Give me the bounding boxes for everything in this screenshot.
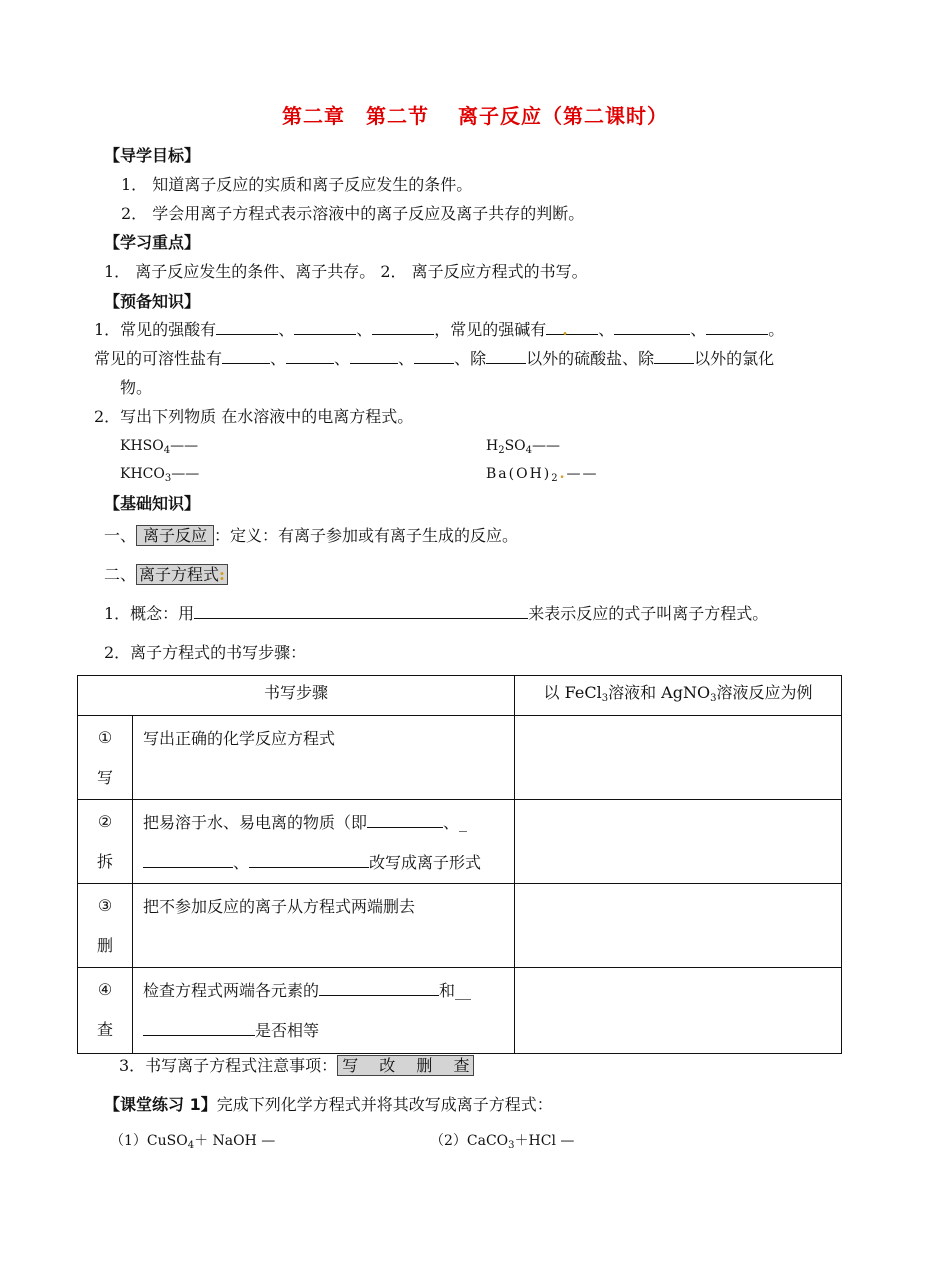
table-row	[78, 968, 842, 1054]
blank[interactable]	[546, 320, 598, 339]
example-cell[interactable]	[515, 800, 842, 884]
focus-heading: 【学习重点】	[104, 233, 201, 252]
text: KHCO	[120, 466, 165, 482]
term: 离子方程式	[139, 565, 220, 584]
text: （1）CuSO	[110, 1133, 188, 1149]
prep-q1-mid: ，常见的强碱有	[434, 320, 547, 339]
blank[interactable]	[350, 349, 398, 364]
sep: 、	[270, 349, 287, 368]
steps-intro: 2．离子方程式的书写步骤：	[104, 643, 307, 662]
sub: 3	[710, 693, 717, 704]
text: （2）CaCO	[430, 1133, 509, 1149]
header-steps: 书写步骤	[78, 676, 515, 716]
table-row	[78, 884, 842, 968]
step-desc	[133, 968, 515, 1054]
blank[interactable]	[143, 853, 233, 868]
text: 和__	[439, 981, 472, 1000]
blank[interactable]	[319, 981, 439, 996]
period: 。	[768, 320, 785, 339]
example-cell[interactable]	[515, 716, 842, 800]
line	[143, 1020, 504, 1042]
text: 检查方程式两端各元素的	[143, 981, 320, 1000]
text: KHSO	[120, 438, 164, 454]
sub: 4	[525, 445, 533, 456]
text: 写出正确的化学反应方程式	[143, 729, 336, 748]
section-1	[104, 526, 518, 546]
text: ＋ NaOH —	[194, 1133, 276, 1149]
sep: 、	[334, 349, 351, 368]
blank[interactable]	[367, 813, 443, 828]
steps-table	[77, 675, 842, 1054]
prep-q1-line3: 物。	[120, 378, 153, 397]
practice	[104, 1095, 553, 1115]
table-row	[78, 800, 842, 884]
blank[interactable]	[286, 349, 334, 364]
sub: 4	[163, 445, 171, 456]
example-cell[interactable]	[515, 968, 842, 1054]
goal-item-2: 2． 学会用离子方程式表示溶液中的离子反应及离子共存的判断。	[121, 204, 585, 223]
prep-salt-text: 常见的可溶性盐有	[94, 349, 223, 368]
blank[interactable]	[706, 320, 768, 335]
dash: ——	[566, 466, 599, 482]
step-num	[78, 716, 133, 800]
sub: 4	[187, 1140, 195, 1151]
mark-dot: .	[559, 466, 567, 482]
key: 拆	[96, 852, 113, 871]
dash: ——	[171, 466, 200, 482]
mark-dot: :	[219, 565, 225, 584]
focus-text: 1． 离子反应发生的条件、离子共存。 2． 离子反应方程式的书写。	[104, 262, 588, 281]
line	[143, 812, 504, 834]
dash: ——	[532, 438, 561, 454]
practice-heading: 【课堂练习 1】	[104, 1095, 217, 1114]
text: 把不参加反应的离子从方程式两端删去	[143, 897, 416, 916]
basic-heading: 【基础知识】	[104, 494, 201, 513]
num: ③	[97, 896, 113, 915]
prep-heading: 【预备知识】	[104, 292, 201, 311]
term-ionic-reaction: 离子反应	[136, 525, 214, 546]
blank[interactable]	[654, 349, 694, 364]
step-num	[78, 800, 133, 884]
sep: 、	[356, 320, 373, 339]
mark-dot: .	[562, 320, 568, 339]
blank[interactable]	[216, 320, 278, 335]
goal-item-1: 1． 知道离子反应的实质和离子反应发生的条件。	[121, 175, 473, 194]
example-cell[interactable]	[515, 884, 842, 968]
header-example	[515, 676, 842, 716]
blank[interactable]	[222, 349, 270, 364]
text: SO	[504, 438, 526, 454]
sub: 3	[164, 473, 172, 484]
sep: 、	[278, 320, 295, 339]
section-2	[104, 565, 228, 585]
blank[interactable]	[194, 604, 528, 619]
text: 、_	[443, 813, 468, 832]
blank[interactable]	[143, 1021, 255, 1036]
blank[interactable]	[372, 320, 434, 335]
blank[interactable]	[414, 349, 454, 364]
table-header	[78, 676, 842, 716]
text: 3．书写离子方程式注意事项：	[119, 1056, 338, 1075]
text: 以外的氯化	[694, 349, 775, 368]
key: 删	[96, 936, 113, 955]
num: ①	[97, 728, 113, 747]
formula-khso4	[120, 436, 198, 461]
blank[interactable]	[294, 320, 356, 335]
step-num	[78, 968, 133, 1054]
table-row	[78, 716, 842, 800]
prep-q1-line2	[94, 349, 774, 369]
page-title: 第二章 第二节 离子反应（第二课时）	[282, 104, 668, 128]
text: H	[486, 438, 499, 454]
formula-khco3	[120, 464, 199, 489]
step-desc	[133, 800, 515, 884]
num: ④	[97, 980, 113, 999]
blank[interactable]	[614, 320, 690, 335]
dash: ——	[170, 438, 199, 454]
practice-text: 完成下列化学方程式并将其改写成离子方程式：	[216, 1095, 553, 1114]
step-desc	[133, 716, 515, 800]
sub: 3	[508, 1140, 515, 1151]
concept	[104, 604, 768, 624]
sep: 、	[598, 320, 615, 339]
term-ionic-equation	[136, 564, 228, 585]
practice-item-2	[430, 1131, 574, 1156]
sep: 、	[690, 320, 707, 339]
key: 查	[96, 1020, 113, 1039]
text: 以外的硫酸盐、除	[526, 349, 655, 368]
key: 写	[96, 768, 113, 787]
goals-heading: 【导学目标】	[104, 146, 201, 165]
num: 二、	[104, 565, 137, 584]
sub: 2	[498, 445, 505, 456]
practice-item-1	[110, 1131, 275, 1156]
step-desc	[133, 884, 515, 968]
step-num	[78, 884, 133, 968]
text: 改写成离子形式	[369, 853, 482, 872]
text: 以 FeCl	[543, 683, 602, 702]
blank[interactable]	[486, 349, 526, 364]
blank[interactable]	[249, 853, 369, 868]
text: 、除	[454, 349, 487, 368]
text: 、	[233, 853, 250, 872]
prep-q2: 2．写出下列物质 在水溶液中的电离方程式。	[94, 407, 414, 426]
sub: 2	[551, 473, 560, 484]
sep: 、	[398, 349, 415, 368]
formula-baoh2	[486, 464, 599, 489]
text: ＋HCl —	[514, 1133, 575, 1149]
line	[143, 980, 504, 1002]
text: 溶液和 AgNO	[608, 683, 711, 702]
text: 1．概念：用	[104, 604, 195, 623]
text: Ba(OH)	[486, 466, 552, 482]
prep-q1-line1	[94, 320, 784, 340]
prep-q1-text: 1．常见的强酸有	[94, 320, 217, 339]
text: 把易溶于水、易电离的物质（即	[143, 813, 368, 832]
text: 来表示反应的式子叫离子方程式。	[528, 604, 769, 623]
num: 一、	[104, 526, 137, 545]
text: 溶液反应为例	[716, 683, 813, 702]
notes	[119, 1056, 474, 1076]
sub: 3	[601, 693, 609, 704]
text: 是否相等	[255, 1021, 320, 1040]
formula-h2so4	[486, 436, 560, 461]
line	[143, 852, 504, 874]
num: ②	[97, 812, 113, 831]
mnemonic: 写 改 删 查	[337, 1055, 474, 1076]
definition: ：定义：有离子参加或有离子生成的反应。	[214, 526, 519, 545]
